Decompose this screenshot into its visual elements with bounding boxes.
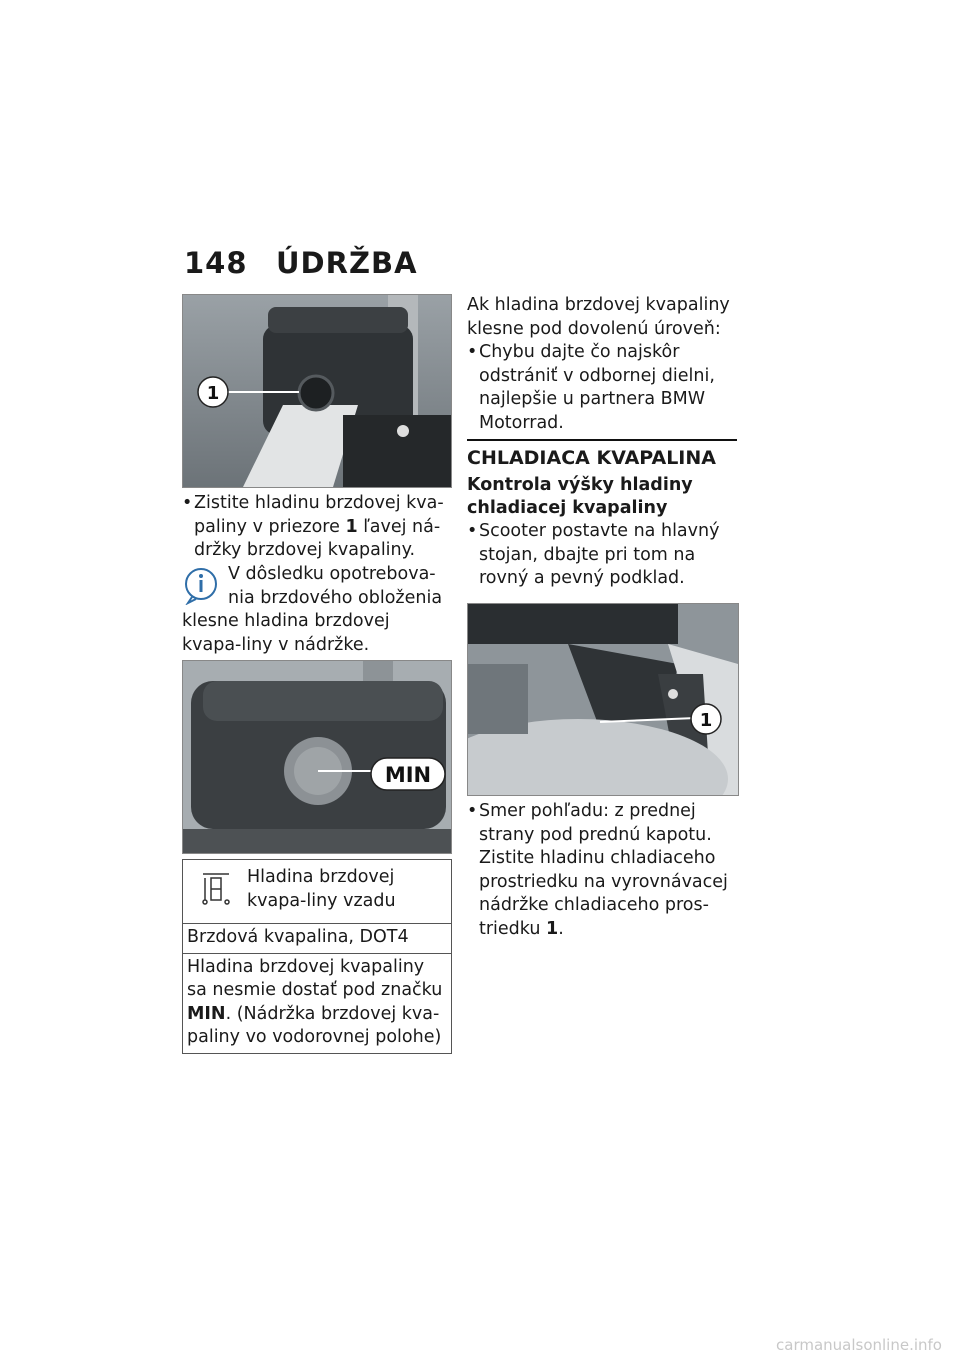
info-text: V dôsledku opotrebova-nia brzdového obloženia klesne hladina brzdovej kvapa-liny v nádržke. bbox=[182, 564, 443, 655]
chapter-title: ÚDRŽBA bbox=[276, 246, 418, 280]
right-bullet-1: • Chybu dajte čo najskôr odstrániť v odbornej dielni, najlepšie u partnera BMW Motorrad. bbox=[467, 341, 737, 435]
spec-row-level: Hladina brzdovej kvapaliny sa nesmie dostať pod značku MIN. (Nádržka brzdovej kva-paliny vo vodorovnej polohe) bbox=[183, 953, 451, 1053]
subsection-title: Kontrola výšky hladiny chladiacej kvapaliny bbox=[467, 475, 693, 518]
section-title: CHLADIACA KVAPALINA bbox=[467, 447, 716, 469]
spec-box bbox=[182, 859, 452, 1054]
info-note bbox=[182, 563, 452, 657]
watermark: carmanualsonline.info bbox=[776, 1336, 942, 1354]
fig2-min-label: MIN bbox=[384, 763, 432, 787]
section-rule bbox=[467, 439, 737, 441]
fluid-level-icon bbox=[199, 868, 239, 908]
min-mark-photo bbox=[182, 660, 452, 854]
coolant-tank-photo bbox=[467, 603, 739, 796]
fig1-callout: 1 bbox=[206, 383, 220, 404]
spec-title: Hladina brzdovej kvapa-liny vzadu bbox=[247, 867, 396, 911]
right-bullet-3: • Smer pohľadu: z prednej strany pod prednú kapotu. Zistite hladinu chladiaceho prostriedku na vyrovnávacej nádržke chladiaceho pros-triedku 1. bbox=[467, 800, 737, 941]
left-bullet-1: • Zistite hladinu brzdovej kva-paliny v priezore 1 ľavej ná-držky brzdovej kvapaliny. bbox=[182, 492, 452, 563]
fig3-callout: 1 bbox=[699, 710, 713, 731]
info-icon bbox=[182, 567, 222, 605]
page-header bbox=[184, 246, 418, 280]
right-bullet-2: • Scooter postavte na hlavný stojan, dbajte pri tom na rovný a pevný podklad. bbox=[467, 520, 737, 591]
right-para-1: Ak hladina brzdovej kvapaliny klesne pod dovolenú úroveň: bbox=[467, 295, 730, 339]
spec-row-fluid: Brzdová kvapalina, DOT4 bbox=[183, 923, 451, 953]
brake-reservoir-photo bbox=[182, 294, 452, 488]
page-number: 148 bbox=[184, 246, 248, 280]
